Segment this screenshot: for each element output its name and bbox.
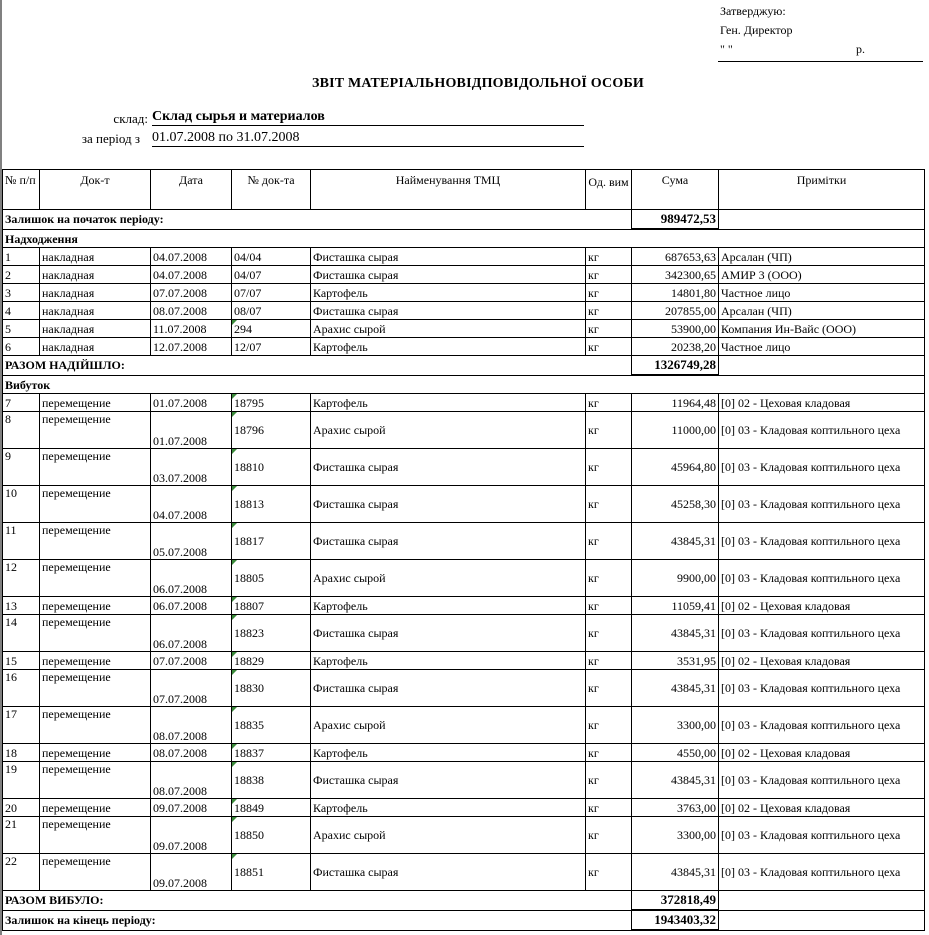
row-note: [0] 03 - Кладовая коптильного цеха <box>719 523 925 560</box>
row-doc-number: 04/04 <box>232 248 311 266</box>
row-doc-type: перемещение <box>40 449 151 486</box>
row-doc-number: 18805 <box>232 560 311 597</box>
outgo-total-row <box>3 891 925 911</box>
row-doc-type: перемещение <box>40 670 151 707</box>
row-unit: кг <box>586 394 632 412</box>
row-doc-type: накладная <box>40 302 151 320</box>
table-row <box>3 284 925 302</box>
table-row <box>3 652 925 670</box>
row-unit: кг <box>586 302 632 320</box>
table-row <box>3 615 925 652</box>
row-doc-number: 18810 <box>232 449 311 486</box>
warehouse-label: склад: <box>113 111 148 126</box>
row-doc-type: накладная <box>40 248 151 266</box>
income-section-label: Надходження <box>3 229 925 248</box>
row-doc-type: перемещение <box>40 394 151 412</box>
row-sum: 342300,65 <box>632 266 719 284</box>
row-doc-type: перемещение <box>40 817 151 854</box>
row-doc-type: накладная <box>40 320 151 338</box>
row-sum: 3300,00 <box>632 707 719 744</box>
row-sum: 45964,80 <box>632 449 719 486</box>
row-date: 08.07.2008 <box>151 302 232 320</box>
row-sum: 20238,20 <box>632 338 719 356</box>
table-row <box>3 338 925 356</box>
row-sum: 11059,41 <box>632 597 719 615</box>
row-number: 2 <box>3 266 40 284</box>
row-unit: кг <box>586 449 632 486</box>
row-date: 12.07.2008 <box>151 338 232 356</box>
row-doc-number: 18830 <box>232 670 311 707</box>
row-number: 8 <box>3 412 40 449</box>
row-doc-number: 18807 <box>232 597 311 615</box>
row-date: 07.07.2008 <box>151 284 232 302</box>
row-item-name: Фисташка сырая <box>311 615 586 652</box>
row-unit: кг <box>586 799 632 817</box>
row-sum: 43845,31 <box>632 762 719 799</box>
col-header-sum: Сума <box>632 170 719 210</box>
outgo-section-label: Вибуток <box>3 375 925 394</box>
row-date: 07.07.2008 <box>151 670 232 707</box>
table-row <box>3 799 925 817</box>
opening-balance-total: 989472,53 <box>632 210 719 230</box>
row-number: 7 <box>3 394 40 412</box>
row-sum: 43845,31 <box>632 670 719 707</box>
row-number: 11 <box>3 523 40 560</box>
row-number: 20 <box>3 799 40 817</box>
row-unit: кг <box>586 817 632 854</box>
row-sum: 43845,31 <box>632 615 719 652</box>
row-item-name: Картофель <box>311 744 586 762</box>
row-note: [0] 02 - Цеховая кладовая <box>719 799 925 817</box>
row-sum: 14801,80 <box>632 284 719 302</box>
row-date: 08.07.2008 <box>151 707 232 744</box>
row-date: 04.07.2008 <box>151 486 232 523</box>
row-doc-number: 18850 <box>232 817 311 854</box>
approval-line2: Ген. Директор <box>720 23 793 37</box>
table-row <box>3 560 925 597</box>
row-note: Частное лицо <box>719 338 925 356</box>
row-item-name: Фисташка сырая <box>311 449 586 486</box>
row-note: [0] 03 - Кладовая коптильного цеха <box>719 762 925 799</box>
row-doc-number: 18829 <box>232 652 311 670</box>
table-row <box>3 302 925 320</box>
row-doc-number: 18837 <box>232 744 311 762</box>
closing-balance-total: 1943403,32 <box>632 910 719 930</box>
row-item-name: Фисташка сырая <box>311 670 586 707</box>
row-doc-number: 18796 <box>232 412 311 449</box>
table-row <box>3 762 925 799</box>
income-total-row <box>3 356 925 376</box>
table-row <box>3 248 925 266</box>
row-date: 05.07.2008 <box>151 523 232 560</box>
period-label: за період з <box>81 131 140 146</box>
col-header-doc-number: № док-та <box>232 170 311 210</box>
approval-signature-line <box>718 61 923 62</box>
row-doc-type: перемещение <box>40 744 151 762</box>
row-number: 15 <box>3 652 40 670</box>
row-date: 09.07.2008 <box>151 854 232 891</box>
row-note: Частное лицо <box>719 284 925 302</box>
row-item-name: Фисташка сырая <box>311 523 586 560</box>
row-note: [0] 03 - Кладовая коптильного цеха <box>719 615 925 652</box>
row-doc-number: 18823 <box>232 615 311 652</box>
table-body <box>3 210 925 931</box>
row-unit: кг <box>586 523 632 560</box>
table-row <box>3 320 925 338</box>
outgo-total-label: РАЗОМ ВИБУЛО: <box>3 891 632 911</box>
row-number: 14 <box>3 615 40 652</box>
col-header-number: № п/п <box>3 170 40 210</box>
approval-quote: " " <box>720 42 733 56</box>
row-doc-number: 18849 <box>232 799 311 817</box>
row-date: 09.07.2008 <box>151 817 232 854</box>
row-number: 13 <box>3 597 40 615</box>
row-item-name: Арахис сырой <box>311 320 586 338</box>
row-item-name: Арахис сырой <box>311 707 586 744</box>
row-number: 9 <box>3 449 40 486</box>
table-row <box>3 707 925 744</box>
row-number: 19 <box>3 762 40 799</box>
opening-balance-row <box>3 210 925 230</box>
row-item-name: Картофель <box>311 284 586 302</box>
row-doc-number: 18851 <box>232 854 311 891</box>
table-row <box>3 486 925 523</box>
table-row <box>3 449 925 486</box>
row-number: 16 <box>3 670 40 707</box>
approval-block <box>720 2 865 59</box>
col-header-notes: Примітки <box>719 170 925 210</box>
row-number: 12 <box>3 560 40 597</box>
row-number: 1 <box>3 248 40 266</box>
row-sum: 43845,31 <box>632 854 719 891</box>
row-doc-type: перемещение <box>40 854 151 891</box>
row-doc-type: перемещение <box>40 707 151 744</box>
row-doc-type: перемещение <box>40 523 151 560</box>
row-unit: кг <box>586 266 632 284</box>
row-note: [0] 03 - Кладовая коптильного цеха <box>719 449 925 486</box>
opening-balance-label: Залишок на початок періоду: <box>3 210 632 230</box>
row-doc-number: 294 <box>232 320 311 338</box>
row-sum: 4550,00 <box>632 744 719 762</box>
table-row <box>3 597 925 615</box>
row-number: 18 <box>3 744 40 762</box>
table-row <box>3 523 925 560</box>
row-unit: кг <box>586 597 632 615</box>
row-item-name: Картофель <box>311 394 586 412</box>
row-item-name: Фисташка сырая <box>311 486 586 523</box>
income-total-spacer <box>719 356 925 376</box>
row-unit: кг <box>586 652 632 670</box>
row-item-name: Фисташка сырая <box>311 762 586 799</box>
row-doc-type: перемещение <box>40 560 151 597</box>
opening-balance-spacer <box>719 210 925 230</box>
row-doc-number: 08/07 <box>232 302 311 320</box>
table-row <box>3 266 925 284</box>
row-date: 08.07.2008 <box>151 762 232 799</box>
row-doc-number: 04/07 <box>232 266 311 284</box>
row-date: 11.07.2008 <box>151 320 232 338</box>
closing-balance-label: Залишок на кінець періоду: <box>3 910 632 930</box>
row-sum: 53900,00 <box>632 320 719 338</box>
row-doc-number: 18838 <box>232 762 311 799</box>
row-doc-type: накладная <box>40 284 151 302</box>
row-note: [0] 03 - Кладовая коптильного цеха <box>719 854 925 891</box>
row-number: 21 <box>3 817 40 854</box>
row-date: 09.07.2008 <box>151 799 232 817</box>
row-unit: кг <box>586 248 632 266</box>
row-number: 3 <box>3 284 40 302</box>
table-row <box>3 854 925 891</box>
table-row <box>3 670 925 707</box>
row-doc-number: 07/07 <box>232 284 311 302</box>
row-number: 6 <box>3 338 40 356</box>
outgo-total-spacer <box>719 891 925 911</box>
row-item-name: Фисташка сырая <box>311 248 586 266</box>
row-note: Арсалан (ЧП) <box>719 248 925 266</box>
row-note: [0] 03 - Кладовая коптильного цеха <box>719 670 925 707</box>
row-sum: 3763,00 <box>632 799 719 817</box>
row-doc-type: перемещение <box>40 486 151 523</box>
row-doc-type: перемещение <box>40 762 151 799</box>
row-sum: 9900,00 <box>632 560 719 597</box>
row-date: 04.07.2008 <box>151 248 232 266</box>
row-unit: кг <box>586 762 632 799</box>
row-unit: кг <box>586 744 632 762</box>
row-date: 06.07.2008 <box>151 560 232 597</box>
row-unit: кг <box>586 412 632 449</box>
row-doc-number: 18795 <box>232 394 311 412</box>
row-sum: 43845,31 <box>632 523 719 560</box>
row-date: 06.07.2008 <box>151 597 232 615</box>
row-unit: кг <box>586 615 632 652</box>
row-sum: 3300,00 <box>632 817 719 854</box>
row-doc-number: 18813 <box>232 486 311 523</box>
row-note: [0] 03 - Кладовая коптильного цеха <box>719 560 925 597</box>
outgo-total-value: 372818,49 <box>632 891 719 911</box>
approval-line1: Затверджую: <box>720 4 786 18</box>
row-item-name: Фисташка сырая <box>311 854 586 891</box>
col-header-unit: Од. вим <box>586 170 632 210</box>
period-value: 01.07.2008 по 31.07.2008 <box>152 130 584 147</box>
row-sum: 11000,00 <box>632 412 719 449</box>
row-note: [0] 02 - Цеховая кладовая <box>719 744 925 762</box>
row-item-name: Арахис сырой <box>311 560 586 597</box>
row-doc-type: перемещение <box>40 652 151 670</box>
row-note: [0] 02 - Цеховая кладовая <box>719 394 925 412</box>
closing-balance-row <box>3 910 925 930</box>
row-unit: кг <box>586 338 632 356</box>
row-number: 22 <box>3 854 40 891</box>
row-number: 5 <box>3 320 40 338</box>
row-sum: 687653,63 <box>632 248 719 266</box>
income-section-row <box>3 229 925 248</box>
table-row <box>3 394 925 412</box>
table-header-row <box>3 170 925 210</box>
col-header-doc: Док-т <box>40 170 151 210</box>
table-row <box>3 744 925 762</box>
row-date: 01.07.2008 <box>151 394 232 412</box>
row-item-name: Фисташка сырая <box>311 266 586 284</box>
income-total-value: 1326749,28 <box>632 356 719 376</box>
row-date: 03.07.2008 <box>151 449 232 486</box>
row-date: 07.07.2008 <box>151 652 232 670</box>
row-item-name: Картофель <box>311 338 586 356</box>
row-sum: 207855,00 <box>632 302 719 320</box>
row-doc-type: накладная <box>40 338 151 356</box>
row-doc-number: 18817 <box>232 523 311 560</box>
row-item-name: Картофель <box>311 597 586 615</box>
row-number: 4 <box>3 302 40 320</box>
row-unit: кг <box>586 560 632 597</box>
report-table <box>2 169 925 931</box>
row-note: [0] 02 - Цеховая кладовая <box>719 652 925 670</box>
row-note: Арсалан (ЧП) <box>719 302 925 320</box>
row-date: 04.07.2008 <box>151 266 232 284</box>
row-note: [0] 03 - Кладовая коптильного цеха <box>719 817 925 854</box>
row-doc-type: накладная <box>40 266 151 284</box>
row-note: [0] 03 - Кладовая коптильного цеха <box>719 707 925 744</box>
row-item-name: Фисташка сырая <box>311 302 586 320</box>
outgo-section-row <box>3 375 925 394</box>
row-unit: кг <box>586 854 632 891</box>
row-doc-number: 18835 <box>232 707 311 744</box>
row-doc-type: перемещение <box>40 412 151 449</box>
row-number: 17 <box>3 707 40 744</box>
row-unit: кг <box>586 670 632 707</box>
row-date: 06.07.2008 <box>151 615 232 652</box>
row-item-name: Арахис сырой <box>311 412 586 449</box>
row-item-name: Картофель <box>311 652 586 670</box>
col-header-name: Найменування ТМЦ <box>311 170 586 210</box>
row-note: [0] 02 - Цеховая кладовая <box>719 597 925 615</box>
row-note: [0] 03 - Кладовая коптильного цеха <box>719 486 925 523</box>
closing-balance-spacer <box>719 910 925 930</box>
row-doc-type: перемещение <box>40 799 151 817</box>
row-sum: 45258,30 <box>632 486 719 523</box>
row-note: Компания Ин-Вайс (ООО) <box>719 320 925 338</box>
approval-year-suffix: р. <box>856 42 865 56</box>
table-row <box>3 817 925 854</box>
row-date: 08.07.2008 <box>151 744 232 762</box>
row-doc-number: 12/07 <box>232 338 311 356</box>
warehouse-value: Склад сырья и материалов <box>152 109 584 126</box>
row-unit: кг <box>586 486 632 523</box>
income-total-label: РАЗОМ НАДІЙШЛО: <box>3 356 632 376</box>
approval-date-line <box>720 40 865 59</box>
row-date: 01.07.2008 <box>151 412 232 449</box>
row-item-name: Арахис сырой <box>311 817 586 854</box>
report-title: ЗВІТ МАТЕРІАЛЬНОВІДПОВІДОЛЬНОЇ ОСОБИ <box>312 76 644 91</box>
table-row <box>3 412 925 449</box>
row-item-name: Картофель <box>311 799 586 817</box>
row-note: АМИР 3 (ООО) <box>719 266 925 284</box>
row-unit: кг <box>586 284 632 302</box>
row-doc-type: перемещение <box>40 615 151 652</box>
col-header-date: Дата <box>151 170 232 210</box>
row-sum: 11964,48 <box>632 394 719 412</box>
row-sum: 3531,95 <box>632 652 719 670</box>
row-doc-type: перемещение <box>40 597 151 615</box>
row-unit: кг <box>586 320 632 338</box>
row-number: 10 <box>3 486 40 523</box>
row-unit: кг <box>586 707 632 744</box>
row-note: [0] 03 - Кладовая коптильного цеха <box>719 412 925 449</box>
